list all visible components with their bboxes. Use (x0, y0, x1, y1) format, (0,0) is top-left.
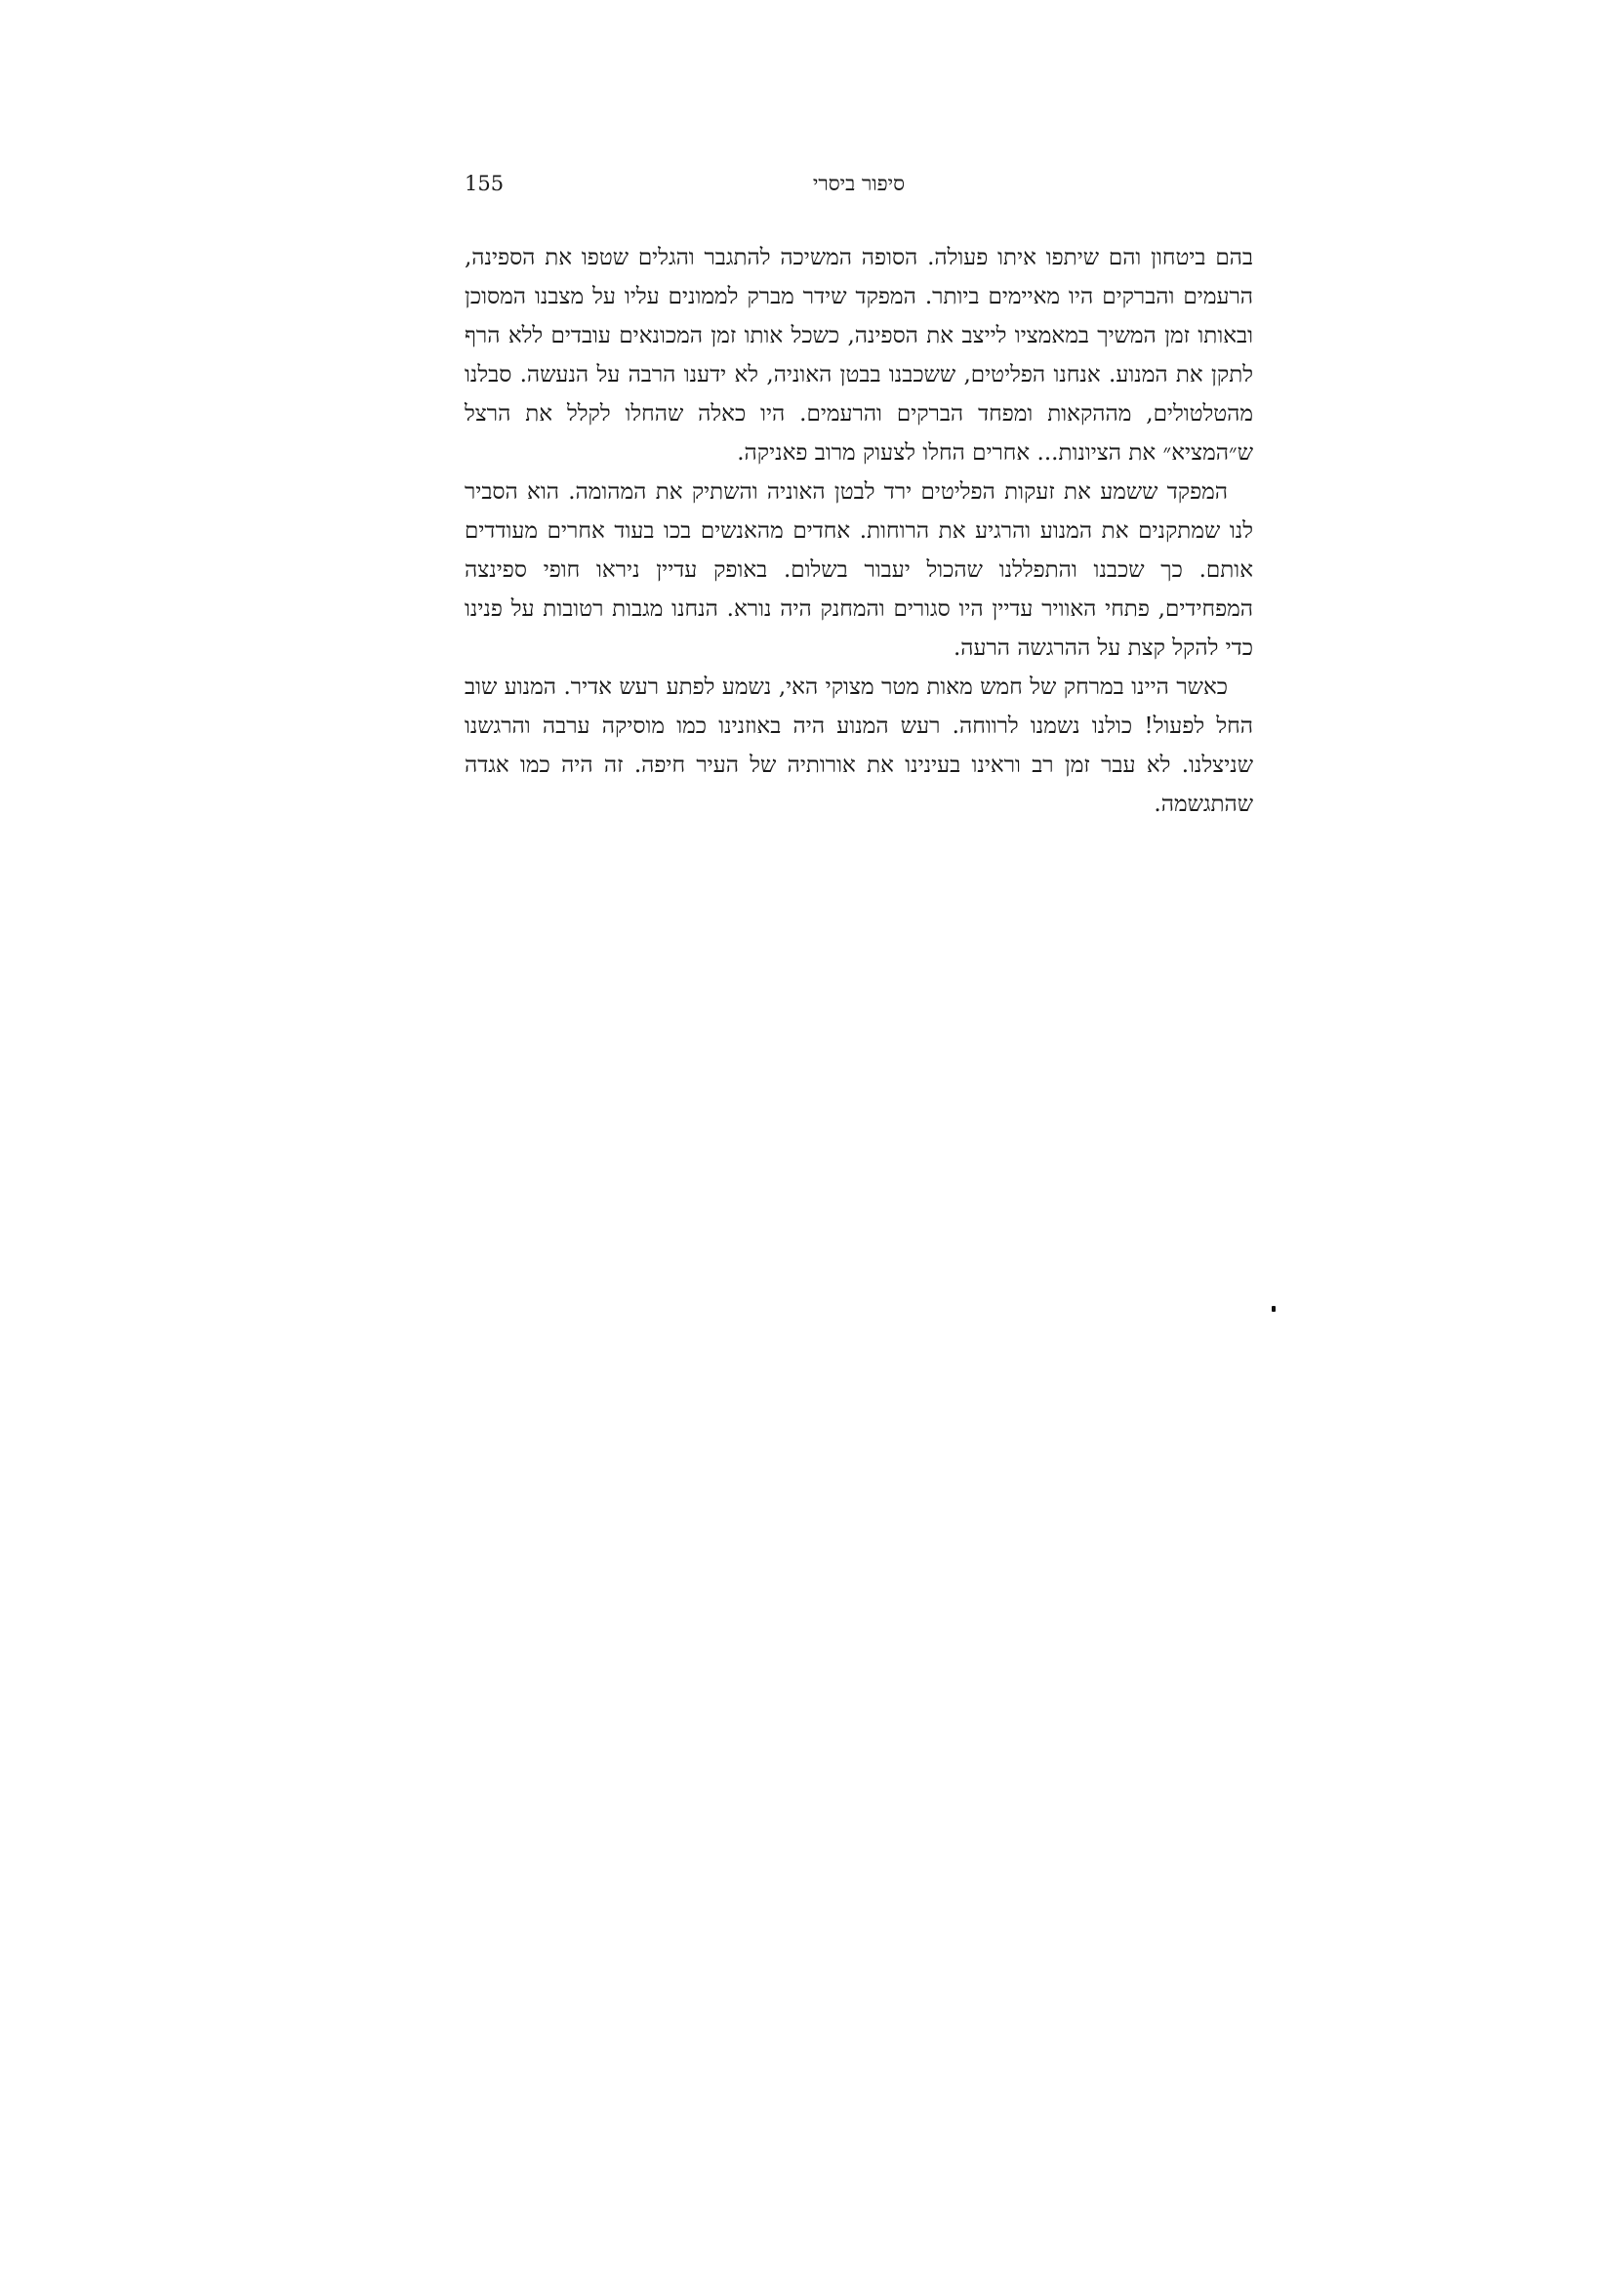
page-number: 155 (465, 172, 505, 195)
paragraph: כאשר היינו במרחק של חמש מאות מטר מצוקי האי, נשמע לפתע רעש אדיר. המנוע שוב החל לפעול! כולנו נשמנו לרווחה. רעש המנוע היה באוזנינו כמו מוסיקה ערבה והרגשנו שניצלנו. לא עבר זמן רב וראינו בעינינו את אורותיה של העיר חיפה. זה היה כמו אגדה שהתגשמה. (465, 674, 1253, 817)
book-title: סיפור ביסרי (812, 172, 906, 195)
body-text (465, 238, 1253, 824)
paragraph: המפקד ששמע את זעקות הפליטים ירד לבטן האוניה והשתיק את המהומה. הוא הסביר לנו שמתקנים את המנוע והרגיע את הרוחות. אחדים מהאנשים בכו בעוד אחרים מעודדים אותם. כך שכבנו והתפללנו שהכול יעבור בשלום. באופק עדיין ניראו חופי ספינצה המפחידים, פתחי האוויר עדיין היו סגורים והמחנק היה נורא. הנחנו מגבות רטובות על פנינו כדי להקל קצת על ההרגשה הרעה. (465, 479, 1253, 661)
paragraph: בהם ביטחון והם שיתפו איתו פעולה. הסופה המשיכה להתגבר והגלים שטפו את הספינה, הרעמים והברקים היו מאיימים ביותר. המפקד שידר מברק לממונים עליו על מצבנו המסוכן ובאותו זמן המשיך במאמציו לייצב את הספינה, כשכל אותו זמן המכונאים עובדים ללא הרף לתקן את המנוע. אנחנו הפליטים, ששכבנו בבטן האוניה, לא ידענו הרבה על הנעשה. סבלנו מהטלטולים, מההקאות ומפחד הברקים והרעמים. היו כאלה שהחלו לקלל את הרצל ש״המציא״ את הציונות... אחרים החלו לצעוק מרוב פאניקה. (465, 245, 1254, 466)
running-head (465, 164, 1253, 203)
ink-speck (1272, 1306, 1276, 1312)
